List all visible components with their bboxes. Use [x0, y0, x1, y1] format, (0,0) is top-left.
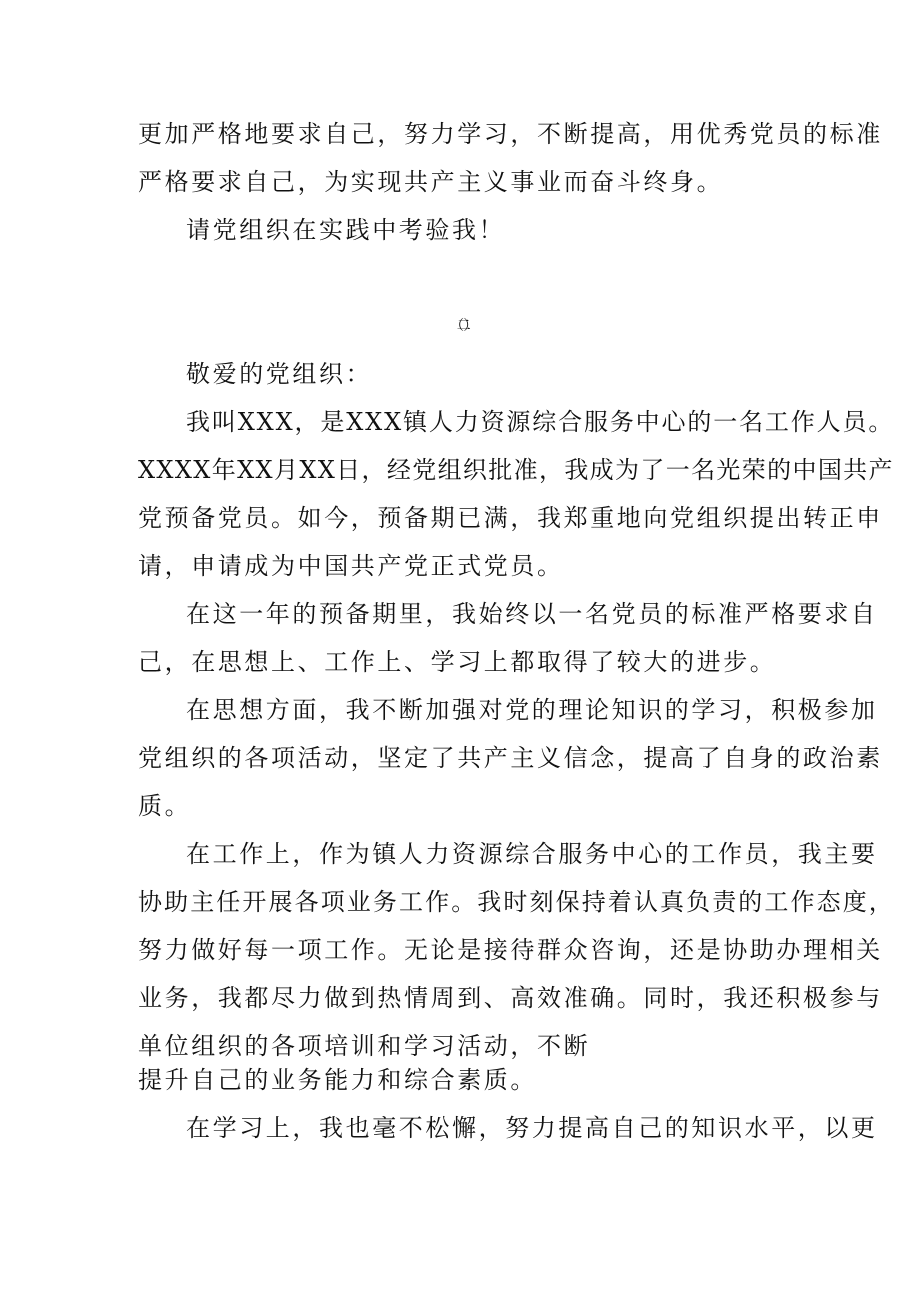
paragraph-line: 请，申请成为中国共产党正式党员。	[138, 552, 564, 580]
paragraph-line: 在思想方面，我不断加强对党的理论知识的学习，积极参加	[186, 696, 878, 724]
paragraph-line: 在学习上，我也毫不松懈，努力提高自己的知识水平，以更	[186, 1114, 878, 1142]
paragraph-line: 质。	[138, 792, 192, 820]
paragraph-line: 在工作上，作为镇人力资源综合服务中心的工作员，我主要	[186, 840, 878, 868]
paragraph-line: 协助主任开展各项业务工作。我时刻保持着认真负责的工作态度，	[138, 888, 895, 916]
section-heading: （二）	[450, 318, 470, 334]
paragraph-line: 己，在思想上、工作上、学习上都取得了较大的进步。	[138, 648, 777, 676]
paragraph-line: 党组织的各项活动，坚定了共产主义信念，提高了自身的政治素	[138, 744, 883, 772]
paragraph-line: XXXX年XX月XX日，经党组织批准，我成为了一名光荣的中国共产	[138, 456, 894, 484]
paragraph-line: 努力做好每一项工作。无论是接待群众咨询，还是协助办理相关	[138, 936, 883, 964]
paragraph-line: 请党组织在实践中考验我！	[186, 216, 506, 244]
salutation: 敬爱的党组织：	[186, 360, 373, 388]
paragraph-line: 单位组织的各项培训和学习活动，不断	[138, 1032, 591, 1060]
paragraph-line: 我叫XXX，是XXX镇人力资源综合服务中心的一名工作人员。	[186, 408, 895, 436]
paragraph-line: 更加严格地要求自己，努力学习，不断提高，用优秀党员的标准	[138, 120, 883, 148]
paragraph-line: 业务，我都尽力做到热情周到、高效准确。同时，我还积极参与	[138, 984, 883, 1012]
paragraph-line: 提升自己的业务能力和综合素质。	[138, 1066, 537, 1094]
paragraph-line: 党预备党员。如今，预备期已满，我郑重地向党组织提出转正申	[138, 504, 883, 532]
paragraph-line: 在这一年的预备期里，我始终以一名党员的标准严格要求自	[186, 600, 878, 628]
paragraph-line: 严格要求自己，为实现共产主义事业而奋斗终身。	[138, 168, 724, 196]
